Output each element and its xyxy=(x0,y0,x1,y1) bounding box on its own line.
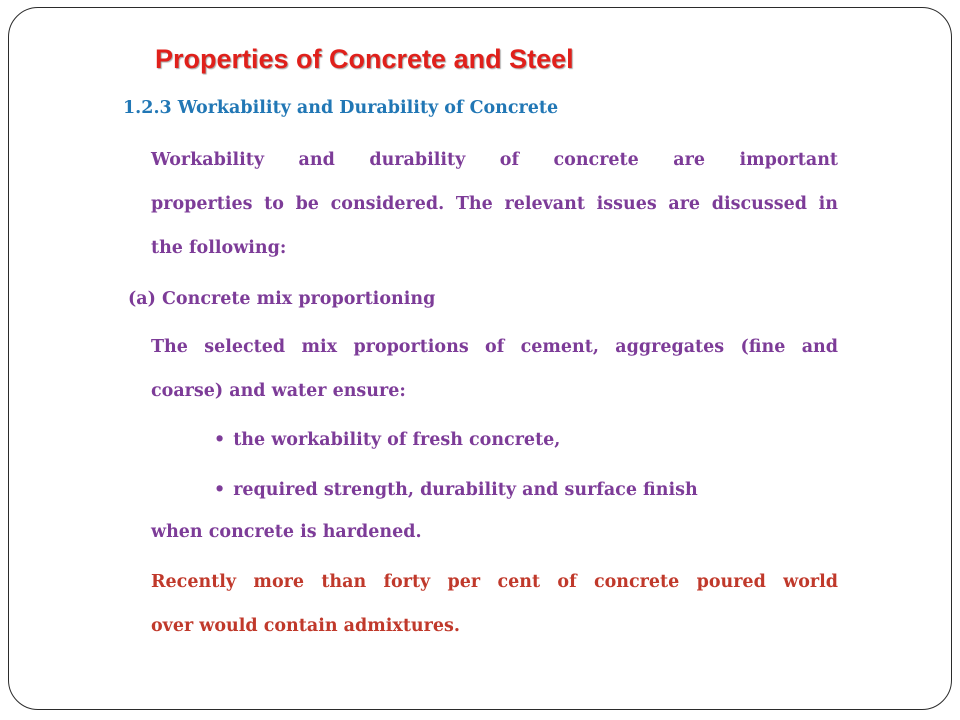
intro-line: the following: xyxy=(151,238,287,258)
intro-paragraph xyxy=(151,138,838,270)
bullet-icon: • xyxy=(214,480,226,500)
section-subheading: 1.2.3 Workability and Durability of Concrete xyxy=(123,98,559,118)
mix-line: coarse) and water ensure: xyxy=(151,381,406,401)
bullet-text: required strength, durability and surface finish xyxy=(233,480,698,500)
intro-line: properties to be considered. The relevant issues are discussed in xyxy=(151,194,838,214)
bullet-list xyxy=(214,418,698,518)
closing-line: Recently more than forty per cent of concrete poured world xyxy=(151,572,838,592)
hardened-line: when concrete is hardened. xyxy=(151,522,422,542)
closing-paragraph xyxy=(151,560,838,648)
mix-line: The selected mix proportions of cement, aggregates (fine and xyxy=(151,337,838,357)
bullet-icon: • xyxy=(214,430,226,450)
list-item xyxy=(214,418,698,468)
intro-line: Workability and durability of concrete are important xyxy=(151,150,838,170)
section-a-heading: (a) Concrete mix proportioning xyxy=(128,289,436,309)
bullet-text: the workability of fresh concrete, xyxy=(233,430,561,450)
slide-title: Properties of Concrete and Steel xyxy=(155,44,574,74)
mix-paragraph xyxy=(151,325,838,413)
closing-line: over would contain admixtures. xyxy=(151,616,460,636)
